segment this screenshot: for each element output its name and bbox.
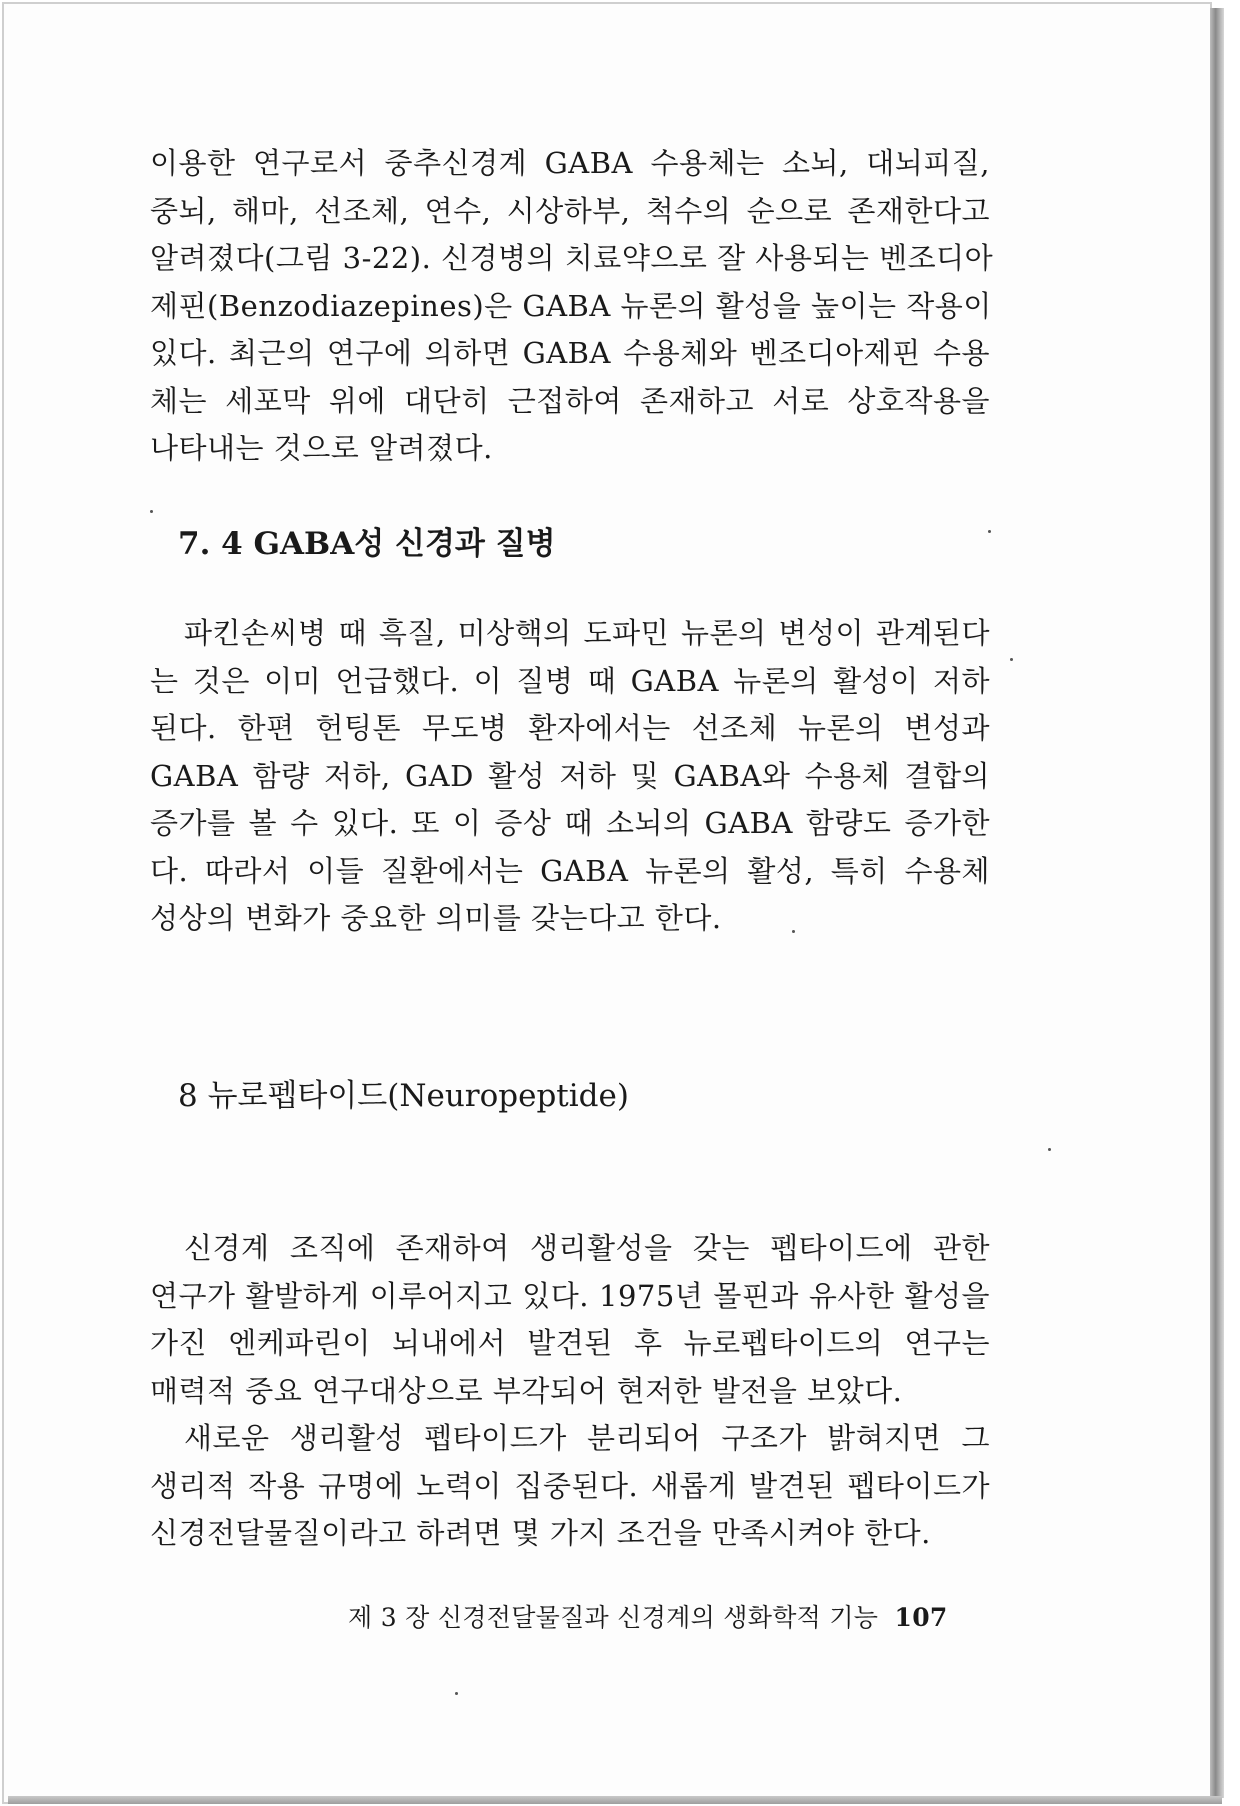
- scan-speck: [150, 510, 153, 513]
- text-line: GABA 함량 저하, GAD 활성 저하 및 GABA와 수용체 결합의: [150, 758, 990, 793]
- section-heading-7-4: 7. 4 GABA성 신경과 질병: [178, 526, 556, 562]
- paragraph-gaba-disease: [150, 610, 990, 943]
- section-heading-8: 8 뉴로펩타이드(Neuropeptide): [178, 1078, 629, 1114]
- text-line: 체는 세포막 위에 대단히 근접하여 존재하고 서로 상호작용을: [150, 383, 990, 418]
- text-line: 제핀(Benzodiazepines)은 GABA 뉴론의 활성을 높이는 작용이: [150, 288, 992, 323]
- paragraph-neuropeptide-conditions: [150, 1415, 990, 1558]
- text-line: 는 것은 이미 언급했다. 이 질병 때 GABA 뉴론의 활성이 저하: [150, 663, 990, 698]
- text-line: 신경계 조직에 존재하여 생리활성을 갖는 펩타이드에 관한: [184, 1231, 990, 1265]
- text-line: 생리적 작용 규명에 노력이 집중된다. 새롭게 발견된 펩타이드가: [150, 1468, 990, 1503]
- scan-speck: [988, 530, 991, 533]
- text-line: 있다. 최근의 연구에 의하면 GABA 수용체와 벤조디아제핀 수용: [150, 336, 990, 370]
- page-number: 107: [894, 1603, 948, 1632]
- paragraph-gaba-receptor: [150, 140, 994, 473]
- text-line: 알려졌다(그림 3-22). 신경병의 치료약으로 잘 사용되는 벤조디아: [150, 241, 994, 275]
- text-line: 신경전달물질이라고 하려면 몇 가지 조건을 만족시켜야 한다.: [150, 1516, 931, 1550]
- chapter-title: 제 3 장 신경전달물질과 신경계의 생화학적 기능: [348, 1603, 879, 1632]
- scan-speck: [455, 1692, 458, 1695]
- text-line: 매력적 중요 연구대상으로 부각되어 현저한 발전을 보았다.: [150, 1373, 903, 1408]
- scan-speck: [1010, 658, 1013, 661]
- text-line: 증가를 볼 수 있다. 또 이 증상 때 소뇌의 GABA 함량도 증가한: [150, 806, 990, 840]
- text-line: 가진 엔케파린이 뇌내에서 발견된 후 뉴로펩타이드의 연구는: [150, 1326, 990, 1360]
- text-line: 나타내는 것으로 알려졌다.: [150, 431, 493, 465]
- page-bottom-shadow: [8, 1796, 1222, 1804]
- page-edge-shadow: [1210, 8, 1224, 1798]
- page-footer: [348, 1598, 948, 1634]
- text-line: 새로운 생리활성 펩타이드가 분리되어 구조가 밝혀지면 그: [184, 1421, 990, 1455]
- text-line: 중뇌, 해마, 선조체, 연수, 시상하부, 척수의 순으로 존재한다고: [150, 193, 990, 228]
- scan-speck: [792, 930, 795, 933]
- text-line: 연구가 활발하게 이루어지고 있다. 1975년 몰핀과 유사한 활성을: [150, 1278, 990, 1313]
- scan-speck: [1048, 1148, 1051, 1151]
- text-line: 성상의 변화가 중요한 의미를 갖는다고 한다.: [150, 901, 722, 935]
- paragraph-neuropeptide-intro: [150, 1225, 990, 1415]
- text-line: 다. 따라서 이들 질환에서는 GABA 뉴론의 활성, 특히 수용체: [150, 853, 990, 888]
- text-line: 된다. 한편 헌팅톤 무도병 환자에서는 선조체 뉴론의 변성과: [150, 711, 990, 745]
- text-line: 이용한 연구로서 중추신경계 GABA 수용체는 소뇌, 대뇌피질,: [150, 146, 990, 180]
- text-line: 파킨손씨병 때 흑질, 미상핵의 도파민 뉴론의 변성이 관계된다: [184, 616, 990, 650]
